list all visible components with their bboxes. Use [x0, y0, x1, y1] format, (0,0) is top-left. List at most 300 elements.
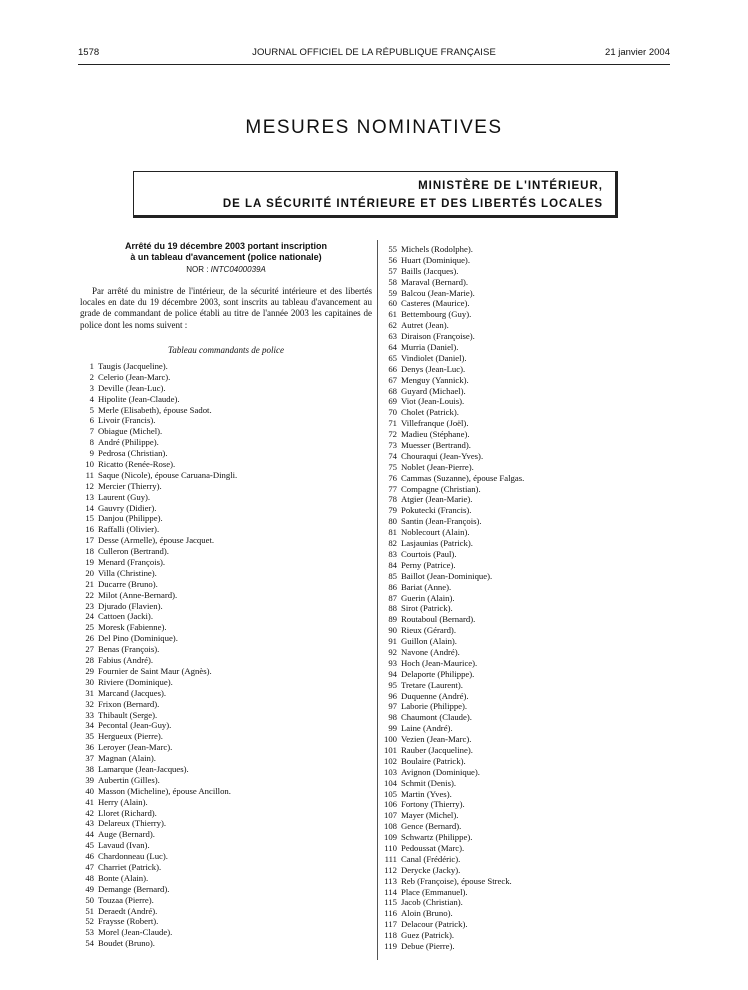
entry-name: Charriet (Patrick).: [98, 861, 162, 872]
promotion-list-right: [381, 244, 671, 952]
list-item: [381, 810, 671, 821]
list-item: [381, 745, 671, 756]
entry-number: 77: [388, 483, 397, 494]
entry-name: Menguy (Yannick).: [401, 374, 469, 385]
list-item: [78, 448, 368, 459]
list-item: [381, 919, 671, 930]
entry-number: 64: [388, 342, 397, 353]
entry-number: 94: [388, 668, 397, 679]
entry-name: Cattoen (Jacki).: [98, 611, 154, 622]
list-item: [381, 538, 671, 549]
entry-number: 113: [384, 875, 397, 886]
entry-name: Merle (Elisabeth), épouse Sadot.: [98, 404, 212, 415]
entry-name: Gauvry (Didier).: [98, 502, 157, 513]
entry-number: 93: [388, 657, 397, 668]
entry-number: 15: [85, 513, 94, 524]
ministry-line-2: DE LA SÉCURITÉ INTÉRIEURE ET DES LIBERTÉS LOCALES: [222, 198, 603, 210]
entry-number: 104: [383, 777, 397, 788]
entry-number: 89: [388, 614, 397, 625]
entry-number: 14: [85, 502, 94, 513]
list-item: [78, 579, 368, 590]
list-item: [381, 418, 671, 429]
entry-number: 76: [388, 472, 397, 483]
entry-name: Laborie (Philippe).: [401, 701, 468, 712]
list-item: [381, 375, 671, 386]
entry-name: Duquenne (André).: [401, 690, 469, 701]
entry-number: 69: [388, 396, 397, 407]
entry-number: 79: [388, 505, 397, 516]
entry-name: Guerin (Alain).: [401, 592, 455, 603]
entry-name: Deraedt (André).: [98, 905, 158, 916]
list-item: [381, 288, 671, 299]
entry-number: 85: [388, 570, 397, 581]
list-item: [78, 688, 368, 699]
entry-name: Fabius (André).: [98, 655, 154, 666]
entry-name: Rauber (Jacqueline).: [401, 744, 473, 755]
entry-number: 40: [85, 785, 94, 796]
entry-name: Leroyer (Jean-Marc).: [98, 742, 173, 753]
entry-name: Madieu (Stéphane).: [401, 429, 470, 440]
list-item: [381, 353, 671, 364]
entry-number: 19: [85, 557, 94, 568]
list-item: [381, 396, 671, 407]
entry-name: Routaboul (Bernard).: [401, 614, 476, 625]
entry-number: 35: [85, 731, 94, 742]
list-item: [381, 277, 671, 288]
entry-name: Djurado (Flavien).: [98, 600, 163, 611]
entry-name: Martin (Yves).: [401, 788, 452, 799]
entry-number: 67: [388, 374, 397, 385]
entry-number: 8: [89, 437, 94, 448]
entry-name: Chaumont (Claude).: [401, 712, 472, 723]
entry-number: 55: [388, 244, 397, 254]
entry-number: 73: [388, 440, 397, 451]
entry-number: 29: [85, 665, 94, 676]
entry-name: Menard (François).: [98, 557, 166, 568]
entry-name: Delacour (Patrick).: [401, 919, 468, 930]
list-item: [381, 799, 671, 810]
list-item: [381, 701, 671, 712]
list-item: [381, 429, 671, 440]
entry-number: 115: [384, 897, 397, 908]
entry-number: 72: [388, 429, 397, 440]
entry-name: Schwartz (Philippe).: [401, 832, 473, 843]
entry-name: Noblecourt (Alain).: [401, 527, 470, 538]
entry-number: 117: [384, 919, 397, 930]
entry-number: 4: [89, 393, 94, 404]
entry-number: 31: [85, 687, 94, 698]
entry-name: Tretare (Laurent).: [401, 679, 463, 690]
entry-number: 110: [384, 842, 397, 853]
entry-name: Place (Emmanuel).: [401, 886, 468, 897]
entry-name: Canal (Frédéric).: [401, 853, 461, 864]
entry-name: Deville (Jean-Luc).: [98, 382, 166, 393]
entry-name: Lasjaunias (Patrick).: [401, 538, 473, 549]
entry-name: Livoir (Francis).: [98, 415, 156, 426]
entry-number: 7: [89, 426, 94, 437]
list-item: [381, 603, 671, 614]
entry-name: Sirot (Patrick).: [401, 603, 453, 614]
list-item: [381, 560, 671, 571]
list-item: [78, 492, 368, 503]
list-item: [381, 331, 671, 342]
entry-number: 96: [388, 690, 397, 701]
list-item: [381, 832, 671, 843]
list-item: [381, 930, 671, 941]
entry-number: 90: [388, 625, 397, 636]
entry-name: Bariat (Anne).: [401, 581, 452, 592]
entry-name: Pedoussat (Marc).: [401, 842, 465, 853]
entry-name: Chardonneau (Luc).: [98, 851, 168, 862]
list-item: [381, 473, 671, 484]
list-item: [381, 440, 671, 451]
entry-number: 25: [85, 622, 94, 633]
list-item: [381, 386, 671, 397]
entry-name: Vindiolet (Daniel).: [401, 352, 467, 363]
list-item: [381, 407, 671, 418]
list-item: [381, 614, 671, 625]
entry-number: 111: [384, 853, 397, 864]
entry-number: 6: [89, 415, 94, 426]
list-item: [78, 786, 368, 797]
entry-name: Boudet (Bruno).: [98, 938, 155, 949]
page-header: [78, 47, 670, 61]
entry-name: Boulaire (Patrick).: [401, 755, 466, 766]
list-item: [78, 840, 368, 851]
entry-name: Noblet (Jean-Pierre).: [401, 461, 474, 472]
list-item: [78, 742, 368, 753]
arrete-title-line-2: à un tableau d'avancement (police nationale): [130, 252, 322, 262]
entry-name: Thibault (Serge).: [98, 709, 158, 720]
entry-number: 97: [388, 701, 397, 712]
list-item: [78, 513, 368, 524]
list-item: [78, 383, 368, 394]
entry-number: 56: [388, 254, 397, 265]
entry-name: Perny (Patrice).: [401, 559, 456, 570]
entry-name: Morel (Jean-Claude).: [98, 927, 173, 938]
list-item: [78, 601, 368, 612]
entry-name: Atgier (Jean-Marie).: [401, 494, 473, 505]
list-item: [381, 298, 671, 309]
entry-number: 70: [388, 407, 397, 418]
entry-number: 38: [85, 763, 94, 774]
list-item: [78, 361, 368, 372]
entry-number: 33: [85, 709, 94, 720]
entry-name: Marcand (Jacques).: [98, 687, 167, 698]
entry-name: Denys (Jean-Luc).: [401, 363, 466, 374]
list-item: [381, 571, 671, 582]
entry-number: 13: [85, 491, 94, 502]
ministry-box: [133, 171, 618, 218]
entry-name: Hipolite (Jean-Claude).: [98, 393, 180, 404]
entry-name: Diraison (Françoise).: [401, 331, 475, 342]
promotion-list-left: [78, 361, 368, 949]
entry-number: 44: [85, 829, 94, 840]
entry-name: Raffalli (Olivier).: [98, 524, 160, 535]
entry-name: Laurent (Guy).: [98, 491, 151, 502]
entry-number: 114: [384, 886, 397, 897]
list-item: [381, 647, 671, 658]
journal-title: JOURNAL OFFICIEL DE LA RÉPUBLIQUE FRANÇAISE: [252, 47, 496, 58]
list-item: [381, 266, 671, 277]
entry-name: Cholet (Patrick).: [401, 407, 459, 418]
entry-number: 28: [85, 655, 94, 666]
entry-number: 37: [85, 753, 94, 764]
entry-name: Celerio (Jean-Marc).: [98, 371, 171, 382]
list-item: [78, 916, 368, 927]
entry-number: 52: [85, 916, 94, 927]
list-item: [78, 938, 368, 949]
entry-number: 1: [89, 361, 94, 371]
entry-number: 18: [85, 546, 94, 557]
section-title: MESURES NOMINATIVES: [245, 117, 503, 138]
list-item: [78, 677, 368, 688]
entry-number: 63: [388, 331, 397, 342]
entry-name: Danjou (Philippe).: [98, 513, 163, 524]
entry-number: 45: [85, 840, 94, 851]
list-item: [78, 394, 368, 405]
entry-number: 60: [388, 298, 397, 309]
entry-name: Saque (Nicole), épouse Caruana-Dingli.: [98, 469, 238, 480]
table-heading: Tableau commandants de police: [168, 345, 284, 355]
list-item: [78, 862, 368, 873]
list-item: [78, 426, 368, 437]
entry-name: Courtois (Paul).: [401, 548, 457, 559]
entry-name: Magnan (Alain).: [98, 753, 156, 764]
entry-name: Debue (Pierre).: [401, 941, 455, 951]
list-item: [78, 720, 368, 731]
list-item: [78, 415, 368, 426]
publication-date: 21 janvier 2004: [605, 47, 670, 58]
entry-number: 22: [85, 589, 94, 600]
entry-number: 102: [383, 755, 397, 766]
entry-name: Compagne (Christian).: [401, 483, 481, 494]
entry-number: 108: [383, 821, 397, 832]
entry-name: Jacob (Christian).: [401, 897, 463, 908]
entry-number: 5: [89, 404, 94, 415]
entry-number: 48: [85, 872, 94, 883]
entry-name: Delareux (Thierry).: [98, 818, 167, 829]
list-item: [78, 710, 368, 721]
list-item: [381, 854, 671, 865]
entry-name: Pecontal (Jean-Guy).: [98, 720, 172, 731]
entry-name: Milot (Anne-Bernard).: [98, 589, 178, 600]
list-item: [381, 593, 671, 604]
entry-name: Chouraqui (Jean-Yves).: [401, 450, 484, 461]
entry-name: Taugis (Jacqueline).: [98, 361, 168, 371]
entry-name: Santin (Jean-François).: [401, 516, 482, 527]
list-item: [78, 481, 368, 492]
list-item: [78, 699, 368, 710]
entry-name: Huart (Dominique).: [401, 254, 470, 265]
list-item: [78, 731, 368, 742]
list-item: [381, 244, 671, 255]
entry-number: 50: [85, 894, 94, 905]
list-item: [381, 364, 671, 375]
list-item: [381, 669, 671, 680]
entry-number: 41: [85, 796, 94, 807]
entry-number: 54: [85, 938, 94, 949]
list-item: [78, 524, 368, 535]
entry-number: 20: [85, 567, 94, 578]
entry-name: Benas (François).: [98, 644, 160, 655]
list-item: [381, 941, 671, 952]
list-item: [78, 873, 368, 884]
entry-number: 23: [85, 600, 94, 611]
entry-number: 24: [85, 611, 94, 622]
entry-number: 34: [85, 720, 94, 731]
entry-name: Lavaud (Ivan).: [98, 840, 150, 851]
entry-name: Mayer (Michel).: [401, 810, 459, 821]
entry-name: Rieux (Gérard).: [401, 625, 456, 636]
entry-number: 3: [89, 382, 94, 393]
entry-number: 83: [388, 548, 397, 559]
list-item: [78, 851, 368, 862]
list-item: [381, 908, 671, 919]
entry-name: Moresk (Fabienne).: [98, 622, 167, 633]
list-item: [78, 906, 368, 917]
list-item: [78, 644, 368, 655]
entry-number: 81: [388, 527, 397, 538]
list-item: [78, 568, 368, 579]
entry-name: Desse (Armelle), épouse Jacquet.: [98, 535, 215, 546]
entry-name: Del Pino (Dominique).: [98, 633, 178, 644]
entry-number: 101: [383, 744, 397, 755]
entry-name: Baills (Jacques).: [401, 265, 459, 276]
entry-name: Demange (Bernard).: [98, 883, 170, 894]
entry-name: Guillon (Alain).: [401, 636, 457, 647]
arrete-title-line-1: Arrêté du 19 décembre 2003 portant inscription: [124, 241, 328, 251]
entry-name: Reb (Françoise), épouse Streck.: [401, 875, 512, 886]
entry-number: 71: [388, 418, 397, 429]
entry-number: 59: [388, 287, 397, 298]
entry-name: Pedrosa (Christian).: [98, 448, 168, 459]
entry-name: Ducarre (Bruno).: [98, 578, 158, 589]
list-item: [78, 775, 368, 786]
entry-number: 78: [388, 494, 397, 505]
list-item: [381, 494, 671, 505]
entry-number: 53: [85, 927, 94, 938]
list-item: [381, 767, 671, 778]
header-rule: [78, 64, 670, 65]
entry-number: 92: [388, 646, 397, 657]
entry-number: 75: [388, 461, 397, 472]
entry-name: Gence (Bernard).: [401, 821, 462, 832]
entry-number: 116: [384, 908, 397, 919]
entry-name: André (Philippe).: [98, 437, 159, 448]
list-item: [381, 484, 671, 495]
list-item: [381, 527, 671, 538]
entry-name: Guyard (Michael).: [401, 385, 466, 396]
entry-name: Bettembourg (Guy).: [401, 309, 472, 320]
entry-number: 74: [388, 450, 397, 461]
entry-number: 82: [388, 538, 397, 549]
entry-name: Fraysse (Robert).: [98, 916, 159, 927]
entry-name: Mercier (Thierry).: [98, 480, 162, 491]
list-item: [78, 655, 368, 666]
nor-reference: [80, 265, 372, 274]
entry-number: 80: [388, 516, 397, 527]
entry-name: Viot (Jean-Louis).: [401, 396, 465, 407]
entry-number: 105: [383, 788, 397, 799]
list-item: [381, 778, 671, 789]
list-item: [381, 309, 671, 320]
entry-number: 26: [85, 633, 94, 644]
list-item: [381, 680, 671, 691]
entry-number: 118: [384, 930, 397, 941]
list-item: [78, 829, 368, 840]
entry-name: Delaporte (Philippe).: [401, 668, 475, 679]
entry-number: 98: [388, 712, 397, 723]
entry-name: Schmit (Denis).: [401, 777, 457, 788]
entry-number: 17: [85, 535, 94, 546]
entry-name: Villefranque (Joël).: [401, 418, 469, 429]
entry-number: 65: [388, 352, 397, 363]
entry-number: 49: [85, 883, 94, 894]
page-number: 1578: [78, 47, 100, 58]
list-item: [78, 764, 368, 775]
entry-name: Riviere (Dominique).: [98, 676, 173, 687]
entry-number: 84: [388, 559, 397, 570]
entry-name: Muesser (Bertrand).: [401, 440, 471, 451]
entry-number: 119: [384, 941, 397, 951]
list-item: [381, 451, 671, 462]
list-item: [381, 636, 671, 647]
entry-name: Auge (Bernard).: [98, 829, 155, 840]
entry-name: Murria (Daniel).: [401, 342, 459, 353]
list-item: [381, 897, 671, 908]
entry-name: Villa (Christine).: [98, 567, 157, 578]
entry-name: Maraval (Bernard).: [401, 276, 469, 287]
list-item: [381, 712, 671, 723]
list-item: [78, 633, 368, 644]
list-item: [78, 622, 368, 633]
list-item: [78, 470, 368, 481]
list-item: [78, 808, 368, 819]
entry-number: 99: [388, 723, 397, 734]
list-item: [381, 342, 671, 353]
entry-name: Vezien (Jean-Marc).: [401, 734, 472, 745]
entry-name: Aloin (Bruno).: [401, 908, 453, 919]
entry-number: 39: [85, 774, 94, 785]
entry-name: Ricatto (Renée-Rose).: [98, 459, 176, 470]
entry-number: 91: [388, 636, 397, 647]
list-item: [381, 821, 671, 832]
entry-number: 109: [383, 832, 397, 843]
arrete-intro-paragraph: Par arrêté du ministre de l'intérieur, de la sécurité intérieure et des libertés locales en date du 19 décembre 2003, sont inscrits au tableau d'avancement au grade de commandant de police établi au titre de l'année 2003 les capitaines de police dont les noms suivent :: [80, 286, 372, 330]
entry-number: 46: [85, 851, 94, 862]
list-item: [381, 887, 671, 898]
list-item: [381, 505, 671, 516]
list-item: [78, 884, 368, 895]
entry-number: 66: [388, 363, 397, 374]
entry-name: Masson (Micheline), épouse Ancillon.: [98, 785, 231, 796]
entry-name: Aubertin (Gilles).: [98, 774, 160, 785]
list-item: [78, 405, 368, 416]
entry-name: Fournier de Saint Maur (Agnès).: [98, 665, 212, 676]
entry-name: Frixon (Bernard).: [98, 698, 160, 709]
entry-number: 16: [85, 524, 94, 535]
list-item: [78, 611, 368, 622]
nor-code: INTC0400039A: [210, 265, 266, 274]
entry-name: Lloret (Richard).: [98, 807, 157, 818]
list-item: [381, 843, 671, 854]
entry-name: Balcou (Jean-Marie).: [401, 287, 475, 298]
list-item: [381, 625, 671, 636]
list-item: [381, 658, 671, 669]
nor-label: NOR :: [186, 265, 209, 274]
list-item: [78, 895, 368, 906]
